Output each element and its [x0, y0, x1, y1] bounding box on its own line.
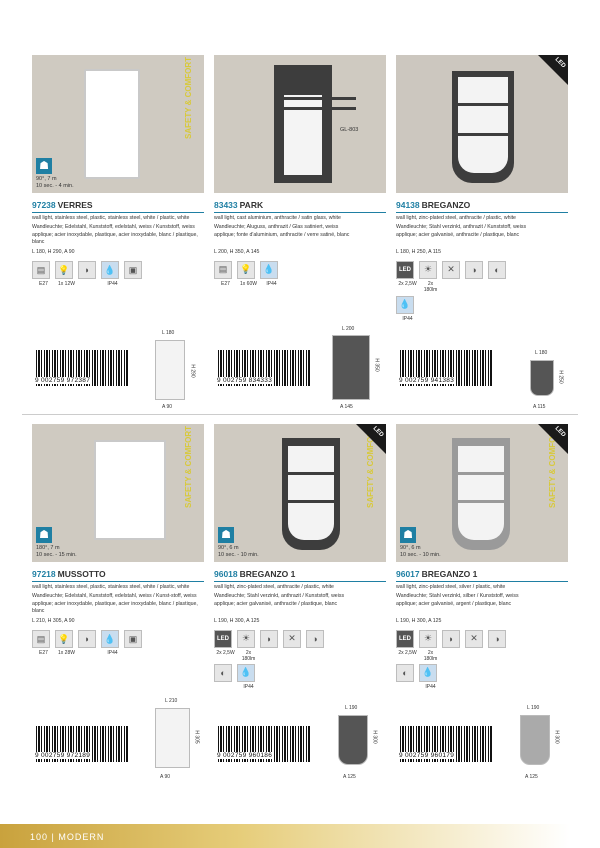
motion-sensor-icon: ☗	[36, 158, 52, 174]
dimension-drawing	[332, 335, 370, 400]
spec-icons	[32, 630, 204, 648]
product-photo: LED	[396, 55, 568, 193]
dimension-drawing	[155, 340, 185, 400]
product-title: 96018 BREGANZO 1	[214, 569, 386, 582]
no-dimmer-icon: ✕	[283, 630, 301, 648]
ip-rating-icon: 💧	[101, 630, 119, 648]
sensor-info: ☗ 90°, 6 m 10 sec. - 10 min.	[400, 529, 441, 558]
warm-white-icon: ☀	[419, 261, 437, 279]
class-ii-icon: ▣	[124, 261, 142, 279]
sensor-icon: ◑	[306, 630, 324, 648]
product-card: ☗ 90°, 6 m 10 sec. - 10 min. SAFETY & COMFORT LED 96018 BREGANZO 1 wall light, zinc-plated steel, anthracite / plastic, white Wandleuchte; Stahl verzinkt, anthrazit / Kunststoff, weiss applique; acier galvanisé, anthracite / plastique, blanc L 190, H 300, A 125 LED ☀ ◗ ✕ ◑ 2x 2,5W 2x 180lm ◐ 💧 IP44	[214, 425, 385, 690]
switch-icon: ◐	[488, 261, 506, 279]
led-icon: LED	[214, 630, 232, 648]
row-divider	[22, 414, 578, 415]
product-photo: ☗ 90°, 6 m 10 sec. - 10 min. SAFETY & COMFORT LED	[214, 424, 386, 562]
bulb-socket-icon: ▤	[32, 630, 50, 648]
lamp-image	[94, 440, 166, 540]
motion-sensor-icon: ☗	[218, 527, 234, 543]
product-title: 94138 BREGANZO	[396, 200, 568, 213]
product-photo	[214, 55, 386, 193]
ip-rating-icon: 💧	[419, 664, 437, 682]
spec-icons	[214, 261, 386, 279]
sensor-icon: ◑	[465, 261, 483, 279]
product-title: 97218 MUSSOTTO	[32, 569, 204, 582]
product-card: GL-803 83433 PARK wall light, cast aluminium, anthracite / satin glass, white Wandleuchte; Aluguss, anthrazit / Glas satiniert, weiss applique; fonte d'aluminium, anthracite / verre satiné, blanc L 200, H 350, A 145 ▤ 💡 💧 E27 1x 60W IP44	[214, 55, 386, 287]
bulb-icon: 💡	[55, 630, 73, 648]
class-ii-icon: ▣	[124, 630, 142, 648]
dimension-drawing	[155, 708, 190, 768]
motion-sensor-icon: ◗	[78, 630, 96, 648]
sensor-info: ☗ 90°, 7 m 10 sec. - 4 min.	[36, 160, 74, 189]
lamp-image	[84, 69, 140, 179]
ip-rating-icon: 💧	[101, 261, 119, 279]
dimension-drawing	[530, 360, 554, 396]
sensor-icon: ◑	[488, 630, 506, 648]
ip-rating-icon: 💧	[237, 664, 255, 682]
motion-sensor-icon: ◗	[442, 630, 460, 648]
ip-rating-icon: 💧	[260, 261, 278, 279]
bulb-icon: 💡	[237, 261, 255, 279]
footer-separator: |	[51, 832, 55, 842]
dimension-drawing	[520, 715, 550, 765]
product-photo: ☗ 180°, 7 m 10 sec. - 15 min. SAFETY & COMFORT	[32, 424, 204, 562]
spec-icons	[214, 630, 386, 648]
page-number: 100	[30, 832, 49, 842]
no-dimmer-icon: ✕	[465, 630, 483, 648]
led-icon: LED	[396, 261, 414, 279]
product-title: 83433 PARK	[214, 200, 386, 213]
led-icon: LED	[396, 630, 414, 648]
spec-icons	[396, 630, 568, 648]
motion-sensor-icon: ◗	[260, 630, 278, 648]
product-card: ☗ 180°, 7 m 10 sec. - 15 min. SAFETY & COMFORT 97218 MUSSOTTO wall light, stainless steel, plastic, stainless steel, white / plastic, white Wandleuchte; Edelstahl, Kunststoff, edelstahl, weiss / Kunst-stoff, weiss applique; acier inoxydable, plastique, acier inoxydable, blanc / plastique, blanc L 210, H 305, A 90 ▤ 💡 ◗ 💧 ▣ E27 1x 28W IP44	[32, 424, 204, 656]
footer-text	[30, 832, 104, 842]
product-card: ☗ 90°, 6 m 10 sec. - 10 min. SAFETY & COMFORT LED 96017 BREGANZO 1 wall light, zinc-plated steel, silver / plastic, white Wandleuchte; Stahl verzinkt, silber / Kunststoff, weiss applique; acier galvanisé, argent / plastique, blanc L 190, H 300, A 125 LED ☀ ◗ ✕ ◑ 2x 2,5W 2x 180lm ◐ 💧 IP44	[396, 425, 567, 690]
section-name: MODERN	[58, 832, 105, 842]
motion-sensor-icon: ◗	[78, 261, 96, 279]
led-corner-badge	[538, 55, 568, 85]
motion-sensor-icon: ☗	[36, 527, 52, 543]
bulb-icon: 💡	[55, 261, 73, 279]
product-photo: ☗ 90°, 6 m 10 sec. - 10 min. SAFETY & COMFORT LED	[396, 424, 568, 562]
ip-rating-icon: 💧	[396, 296, 414, 314]
switch-icon: ◐	[214, 664, 232, 682]
led-corner-badge	[356, 424, 386, 454]
motion-sensor-icon: ☗	[400, 527, 416, 543]
bulb-socket-icon: ▤	[32, 261, 50, 279]
sensor-info: ☗ 90°, 6 m 10 sec. - 10 min.	[218, 529, 259, 558]
warm-white-icon: ☀	[419, 630, 437, 648]
no-dimmer-icon: ✕	[442, 261, 460, 279]
dimension-drawing	[338, 715, 368, 765]
product-card: ☗ 90°, 7 m 10 sec. - 4 min. SAFETY & COMFORT 97238 VERRES wall light, stainless steel, plastic, stainless steel, white / plastic, white Wandleuchte; Edelstahl, Kunststoff, edelstahl, weiss / Kunststoff, weiss applique; acier inoxydable, plastique, acier inoxydable, blanc / plastique, blanc L 180, H 290, A 90 ▤ 💡 ◗ 💧 ▣ E27 1x 12W IP44	[32, 55, 204, 287]
product-photo: ☗ 90°, 7 m 10 sec. - 4 min. SAFETY & COMFORT	[32, 55, 204, 193]
warm-white-icon: ☀	[237, 630, 255, 648]
spec-icons	[396, 261, 568, 279]
bulb-socket-icon: ▤	[214, 261, 232, 279]
spec-icons	[32, 261, 204, 279]
switch-icon: ◐	[396, 664, 414, 682]
product-title: 96017 BREGANZO 1	[396, 569, 568, 582]
glass-code: GL-803	[340, 127, 359, 133]
led-corner-badge	[538, 424, 568, 454]
sensor-info: ☗ 180°, 7 m 10 sec. - 15 min.	[36, 529, 77, 558]
product-title: 97238 VERRES	[32, 200, 204, 213]
product-card: LED 94138 BREGANZO wall light, zinc-plated steel, anthracite / plastic, white Wandleuchte; Stahl verzinkt, anthrazit / Kunststoff, weiss applique; acier galvanisé, anthracite / plastique, blanc L 180, H 250, A 115 LED ☀ ✕ ◑ ◐ 2x 2,5W 2x 180lm 💧 IP44	[396, 56, 567, 322]
